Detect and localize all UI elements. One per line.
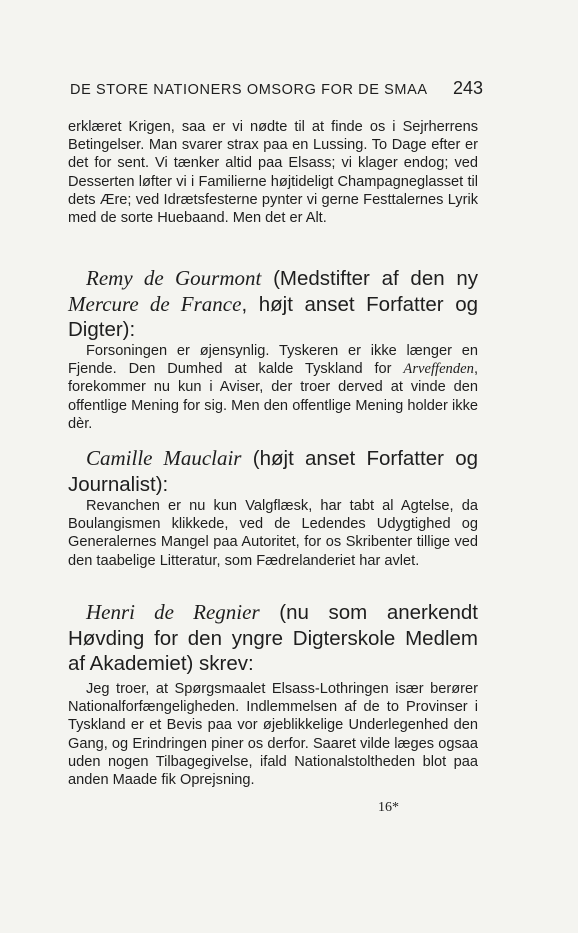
quote-heading-mauclair: Camille Mauclair (højt anset Forfatter og Journalist): (68, 446, 478, 496)
running-title: DE STORE NATIONERS OMSORG FOR DE SMAA (70, 82, 428, 98)
quote-heading-regnier: Henri de Regnier (nu som anerkendt Høvding for den yngre Digterskole Medlem af Akademiet) skrev: (68, 600, 478, 675)
page-number: 243 (452, 78, 483, 98)
page-header (70, 78, 483, 99)
author-name: Camille Mauclair (86, 446, 242, 470)
author-name: Henri de Regnier (86, 600, 260, 624)
italic-term: Arveffenden (403, 361, 474, 378)
author-name: Remy de Gourmont (86, 266, 262, 290)
paragraph-continuation (68, 118, 478, 227)
journal-name: Mercure de France (68, 291, 242, 316)
quote-heading-gourmont: Remy de Gourmont (Medstifter af den ny Mercure de France, højt anset Forfatter og Digter): (68, 266, 478, 341)
quote-gourmont: Forsoningen er øjensynlig. Tyskeren er ikke længer en Fjende. Den Dumhed at kalde Tyskland for Arveffenden, forekommer nu kun i Aviser, der troer derved at vinde den offentlige Mening for sig. Men den offentlige Mening holder ikke dèr. (68, 343, 478, 432)
quote-mauclair: Revanchen er nu kun Valgflæsk, har tabt al Agtelse, da Boulangismen klikkede, ved de Ledendes Udygtighed og Generalernes Mangel paa Autoritet, for os Skribenter tillige ved den taabelige Litteratur, som Fædrelanderiet har avlet. (68, 498, 478, 569)
paragraph-text: erklæret Krigen, saa er vi nødte til at finde os i Sejrherrens Betingelser. Man svarer strax paa en Lussing. To Dage efter er det for sent. Vi tænker altid paa Elsass; vi klager endog; ved Desserten løfter vi i Familierne højtideligt Champagneglasset til dets Ære; ved Idrætsfesterne pynter vi gerne Festtalernes Lyrik med de sorte Huebaand. Men det er Alt. (68, 119, 478, 227)
signature-mark: 16* (378, 800, 399, 815)
quote-regnier: Jeg troer, at Spørgsmaalet Elsass-Lothringen især berører Nationalforfængeligheden. Indlemmelsen af de to Provinser i Tyskland er et Bevis paa vor øjeblikkelige Underlegenhed den Gang, og Erindringen piner os derfor. Saaret vilde læges ogsaa uden nogen Tilbagegivelse, ifald Nationalstoltheden blot paa anden Maade fik Oprejsning. (68, 681, 478, 789)
